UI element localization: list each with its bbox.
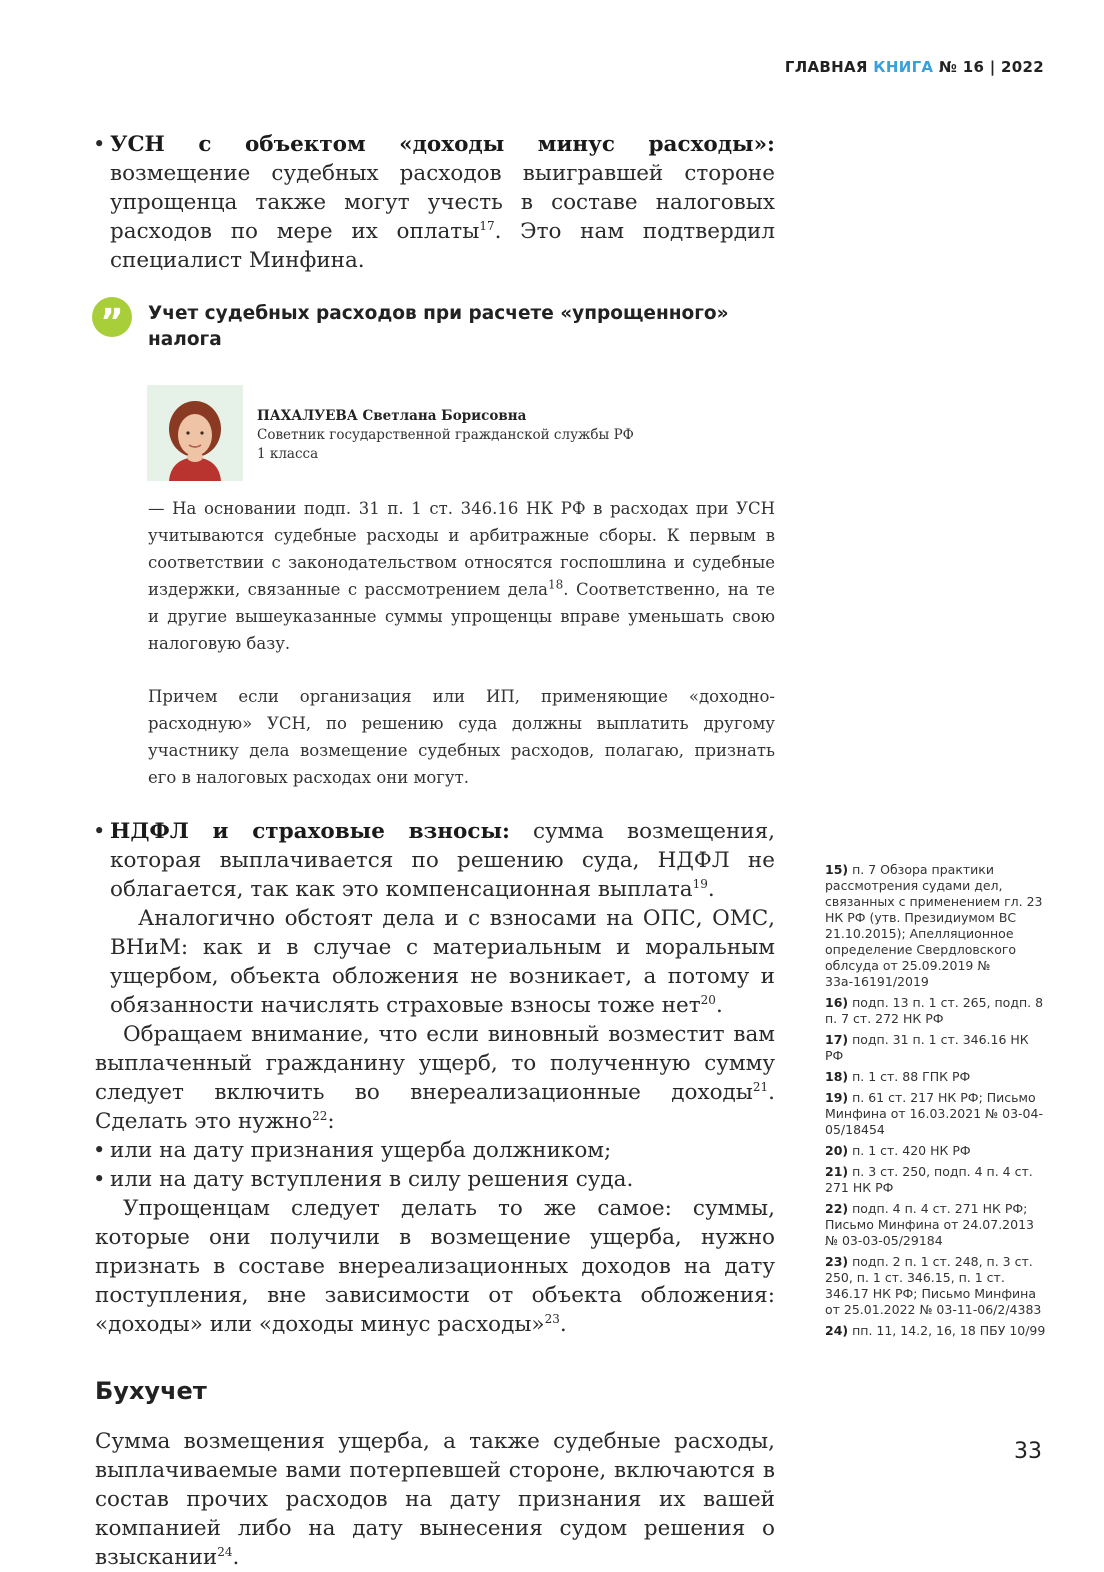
expert-position: Советник государственной гражданской службы РФ [257, 427, 634, 443]
footnote-number: 18) [825, 1069, 849, 1084]
footnote-18 [825, 1069, 1050, 1085]
footnote-24 [825, 1323, 1050, 1339]
attention-mid: . Сделать это нужно [95, 1080, 775, 1134]
brand-main: ГЛАВНАЯ [784, 58, 868, 76]
footnote-text: п. 1 ст. 88 ГПК РФ [852, 1069, 971, 1084]
expert-block [95, 385, 775, 495]
section-title: Бухучет [95, 1377, 207, 1405]
footnote-text: п. 3 ст. 250, подп. 4 п. 4 ст. 271 НК РФ [825, 1164, 1033, 1195]
bullet-ndfl-text: сумма возмещения, которая выплачивается по решению суда, НДФЛ не облагается, так как это компенсационная выплата [110, 819, 775, 902]
footnote-text: подп. 13 п. 1 ст. 265, подп. 8 п. 7 ст. 272 НК РФ [825, 995, 1044, 1026]
issue-number: № 16 | 2022 [938, 58, 1044, 76]
footnote-ref-19[interactable]: 19 [692, 876, 708, 891]
paragraph-attention [95, 1020, 775, 1136]
quote-body [95, 495, 775, 791]
contributions-tail: . [715, 993, 723, 1018]
accounting-tail: . [232, 1545, 240, 1570]
footnote-20 [825, 1143, 1050, 1159]
footnote-text: подп. 4 п. 4 ст. 271 НК РФ; Письмо Минфина от 24.07.2013 № 03-03-05/29184 [825, 1201, 1034, 1248]
expert-info [257, 407, 634, 464]
footnote-22 [825, 1201, 1050, 1249]
page-number: 33 [1014, 1439, 1042, 1464]
portrait-icon [147, 385, 243, 481]
footnote-text: п. 7 Обзора практики рассмотрения судами дел, связанных с применением гл. 23 НК РФ (утв. Президиумом ВС 21.10.2015); Апелляционное определение Свердловского облсуда от 25.09.2019 № 33а-16191/2019 [825, 862, 1043, 989]
page-header [785, 58, 1044, 76]
quote-paragraph-1 [148, 495, 775, 657]
paragraph-contributions [95, 904, 775, 1020]
footnote-17 [825, 1032, 1050, 1064]
main-column [95, 130, 775, 1572]
footnote-ref-18[interactable]: 18 [547, 577, 564, 592]
bullet-ndfl [95, 817, 775, 904]
footnotes-column [825, 862, 1050, 1344]
bullet-ndfl-bold: НДФЛ и страховые взносы: [110, 819, 510, 844]
paragraph-accounting [95, 1427, 775, 1572]
brand-accent: КНИГА [873, 58, 934, 76]
footnote-number: 19) [825, 1090, 849, 1105]
quote-header [95, 301, 775, 361]
footnote-number: 22) [825, 1201, 849, 1216]
quote-paragraph-2: Причем если организация или ИП, применяющие «доходно-расходную» УСН, по решению суда должны выплатить другому участнику дела возмещение судебных расходов, полагаю, признать его в налоговых расходах они могут. [148, 687, 775, 787]
footnote-16 [825, 995, 1050, 1027]
expert-name: ПАХАЛУЕВА Светлана Борисовна [257, 408, 527, 424]
footnote-number: 23) [825, 1254, 849, 1269]
footnote-number: 20) [825, 1143, 849, 1158]
footnote-text: пп. 11, 14.2, 16, 18 ПБУ 10/99 [852, 1323, 1046, 1338]
footnote-23 [825, 1254, 1050, 1318]
list-item: • или на дату вступления в силу решения суда. [95, 1165, 775, 1194]
footnote-21 [825, 1164, 1050, 1196]
footnote-text: подп. 2 п. 1 ст. 248, п. 3 ст. 250, п. 1 ст. 346.15, п. 1 ст. 346.17 НК РФ; Письмо Минфина от 25.01.2022 № 03-11-06/2/4383 [825, 1254, 1042, 1317]
footnote-number: 21) [825, 1164, 849, 1179]
bullet-usn-tail: . Это нам подтвердил специалист Минфина. [110, 219, 775, 273]
footnote-text: подп. 31 п. 1 ст. 346.16 НК РФ [825, 1032, 1029, 1063]
footnote-number: 15) [825, 862, 849, 877]
bullet-usn-bold: УСН с объектом «доходы минус расходы»: [110, 132, 775, 157]
expert-avatar [147, 385, 243, 481]
footnote-15 [825, 862, 1050, 990]
paragraph-usn [95, 1194, 775, 1339]
footnote-text: п. 1 ст. 420 НК РФ [852, 1143, 971, 1158]
attention-tail: : [327, 1109, 335, 1134]
accounting-text: Сумма возмещения ущерба, а также судебные расходы, выплачиваемые вами потерпевшей стороне, включаются в состав прочих расходов на дату признания их вашей компанией либо на дату вынесения судом решения о взыскании [95, 1429, 775, 1570]
footnote-19 [825, 1090, 1050, 1138]
usn-text: Упрощенцам следует делать то же самое: суммы, которые они получили в возмещение ущерба, нужно признать в составе внереализационных доходов на дату поступления, вне зависимости от объекта обложения: «доходы» или «доходы минус расходы» [95, 1196, 775, 1337]
footnote-ref-24[interactable]: 24 [217, 1544, 233, 1559]
quote-p1-tail: . Соответственно, на те и другие вышеуказанные суммы упрощенцы вправе уменьшать свою налоговую базу. [148, 580, 776, 653]
expert-position-rank: 1 класса [257, 446, 319, 462]
footnote-number: 17) [825, 1032, 849, 1047]
bullet-usn [95, 130, 775, 275]
footnote-text: п. 61 ст. 217 НК РФ; Письмо Минфина от 16.03.2021 № 03-04-05/18454 [825, 1090, 1043, 1137]
bullet-usn-text: возмещение судебных расходов выигравшей стороне упрощенца также могут учесть в составе налоговых расходов по мере их оплаты [110, 161, 775, 244]
footnote-ref-23[interactable]: 23 [544, 1311, 560, 1326]
bullet-ndfl-tail: . [707, 877, 715, 902]
footnote-number: 16) [825, 995, 849, 1010]
footnote-ref-22[interactable]: 22 [312, 1108, 328, 1123]
list-item: • или на дату признания ущерба должником; [95, 1136, 775, 1165]
footnote-ref-20[interactable]: 20 [700, 992, 716, 1007]
footnote-number: 24) [825, 1323, 849, 1338]
quote-title: Учет судебных расходов при расчете «упрощенного» налога [148, 303, 729, 350]
quote-icon: ” [92, 297, 132, 337]
contributions-text: Аналогично обстоят дела и с взносами на ОПС, ОМС, ВНиМ: как и в случае с материальным и моральным ущербом, объекта обложения не возникает, а потому и обязанности начислять страховые взносы тоже нет [110, 906, 775, 1018]
quote-p1-text: — На основании подп. 31 п. 1 ст. 346.16 НК РФ в расходах при УСН учитываются судебные расходы и арбитражные сборы. К первым в соответствии с законодательством относятся госпошлина и судебные издержки, связанные с рассмотрением дела [148, 499, 775, 599]
attention-text: Обращаем внимание, что если виновный возместит вам выплаченный гражданину ущерб, то полученную сумму следует включить во внереализационные доходы [95, 1022, 775, 1105]
usn-tail: . [559, 1312, 567, 1337]
footnote-ref-21[interactable]: 21 [752, 1079, 769, 1094]
footnote-ref-17[interactable]: 17 [479, 218, 495, 233]
